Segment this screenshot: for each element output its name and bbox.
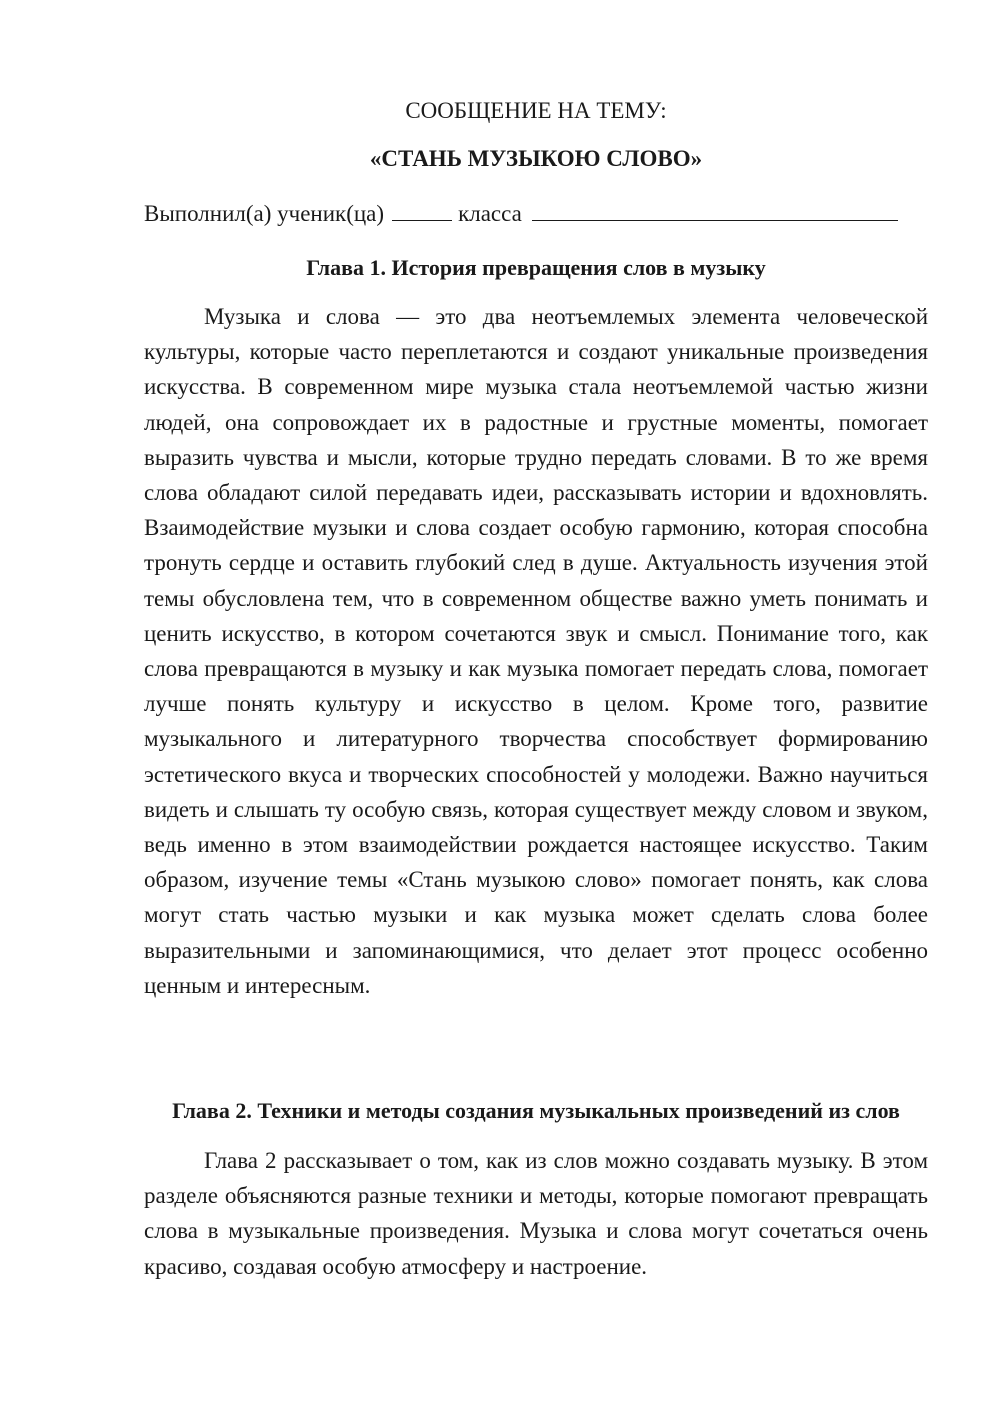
class-label: класса [458,201,522,226]
performer-label: Выполнил(а) ученик(ца) [144,201,385,226]
document-title-line2: «СТАНЬ МУЗЫКОЮ СЛОВО» [369,146,703,171]
performer-line [144,198,928,229]
document-title-line1: СООБЩЕНИЕ НА ТЕМУ: [405,98,667,123]
chapter2-paragraph: Глава 2 рассказывает о том, как из слов можно создавать музыку. В этом разделе объясняются разные техники и методы, которые помогают превращать слова в музыкальные произведения. Музыка и слова могут сочетаться очень красиво, создавая особую атмосферу и настроение. [144,1148,928,1279]
chapter2-heading: Глава 2. Техники и методы создания музыкальных произведений из слов [172,1098,900,1123]
chapter1-paragraph: Музыка и слова — это два неотъемлемых элемента человеческой культуры, которые часто переплетаются и создают уникальные произведения искусства. В современном мире музыка стала неотъемлемой частью жизни людей, она сопровождает их в радостные и грустные моменты, помогает выразить чувства и мысли, которые трудно передать словами. В то же время слова обладают силой передавать идеи, рассказывать истории и вдохновлять. Взаимодействие музыки и слова создает особую гармонию, которая способна тронуть сердце и оставить глубокий след в душе. Актуальность изучения этой темы обусловлена тем, что в современном обществе важно уметь понимать и ценить искусство, в котором сочетаются звук и смысл. Понимание того, как слова превращаются в музыку и как музыка помогает передать слова, помогает лучше понять культуру и искусство в целом. Кроме того, развитие музыкального и литературного творчества способствует формированию эстетического вкуса и творческих способностей у молодежи. Важно научиться видеть и слышать ту особую связь, которая существует между словом и звуком, ведь именно в этом взаимодействии рождается настоящее искусство. Таким образом, изучение темы «Стань музыкою слово» помогает понять, как слова могут стать частью музыки и как музыка может сделать слова более выразительными и запоминающимися, что делает этот процесс особенно ценным и интересным. [144,304,928,998]
class-blank-field[interactable] [532,198,898,221]
grade-blank-field[interactable] [392,198,452,221]
chapter1-heading: Глава 1. История превращения слов в музыку [306,255,766,280]
